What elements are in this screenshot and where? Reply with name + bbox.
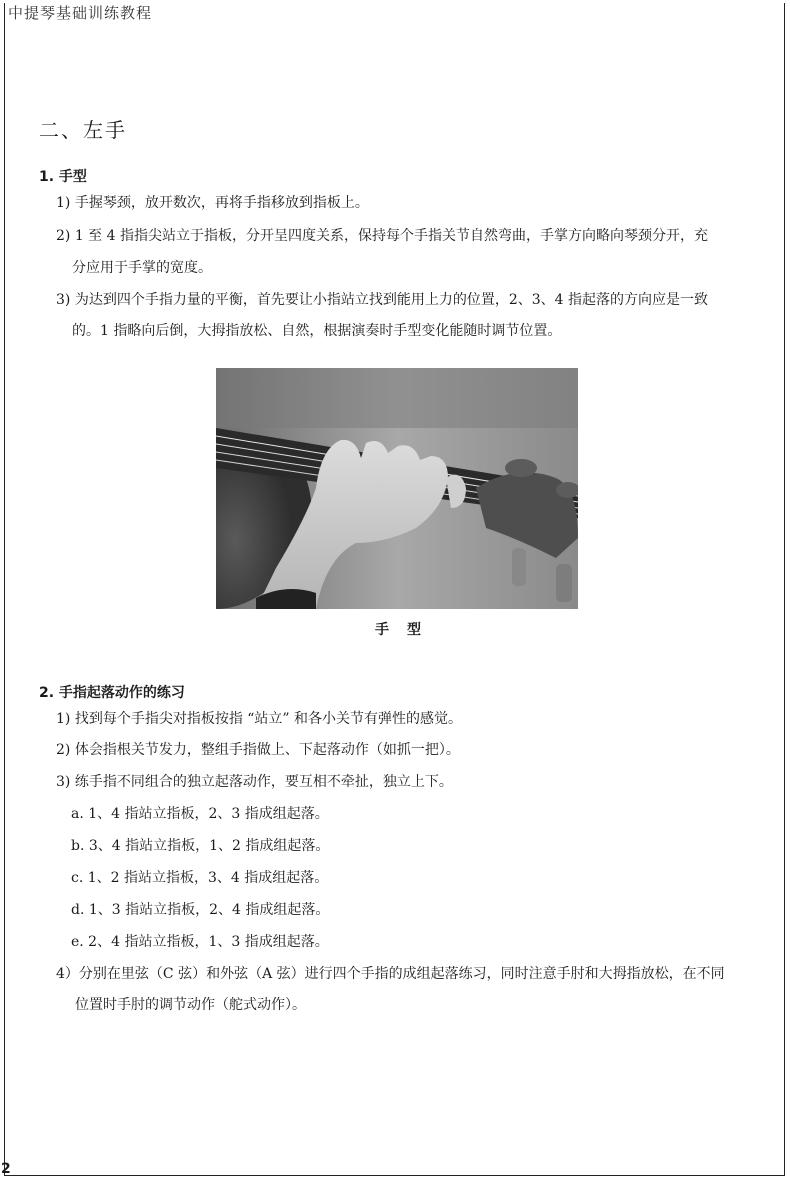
- list-item: a. 1、4 指站立指板，2、3 指成组起落。: [71, 806, 329, 822]
- heading-finger-exercise: 2. 手指起落动作的练习: [39, 685, 185, 701]
- list-item: c. 1、2 指站立指板，3、4 指成组起落。: [71, 870, 329, 886]
- paragraph-line: 1) 手握琴颈，放开数次，再将手指移放到指板上。: [56, 195, 369, 211]
- paragraph-line: 位置时手肘的调节动作（舵式动作）。: [75, 997, 306, 1013]
- paragraph-line: 1) 找到每个手指尖对指板按指 “站立” 和各小关节有弹性的感觉。: [56, 711, 463, 727]
- paragraph-line: 分应用于手掌的宽度。: [72, 260, 212, 276]
- list-item: d. 1、3 指站立指板，2、4 指成组起落。: [71, 902, 330, 918]
- paragraph-line: 的。1 指略向后倒，大拇指放松、自然，根据演奏时手型变化能随时调节位置。: [72, 323, 562, 339]
- paragraph-line: 3) 为达到四个手指力量的平衡，首先要让小指站立找到能用上力的位置，2、3、4 指起落的方向应是一致: [56, 292, 708, 308]
- page-number: 2: [1, 1161, 11, 1177]
- section-title: 二、左手: [39, 118, 127, 142]
- list-item: b. 3、4 指站立指板，1、2 指成组起落。: [71, 838, 330, 854]
- paragraph-line: 4）分别在里弦（C 弦）和外弦（A 弦）进行四个手指的成组起落练习，同时注意手肘和大拇指放松，在不同: [56, 966, 725, 982]
- figure-caption: 手型: [375, 622, 439, 638]
- list-item: e. 2、4 指站立指板，1、3 指成组起落。: [71, 934, 329, 950]
- hand-position-photo: [216, 368, 578, 609]
- running-header: 中提琴基础训练教程: [8, 4, 153, 22]
- paragraph-line: 2) 体会指根关节发力，整组手指做上、下起落动作（如抓一把）。: [56, 742, 460, 758]
- paragraph-line: 3) 练手指不同组合的独立起落动作，要互相不牵扯，独立上下。: [56, 774, 453, 790]
- heading-hand-shape: 1. 手型: [39, 169, 87, 185]
- paragraph-line: 2) 1 至 4 指指尖站立于指板，分开呈四度关系，保持每个手指关节自然弯曲，手掌方向略向琴颈分开，充: [56, 228, 708, 244]
